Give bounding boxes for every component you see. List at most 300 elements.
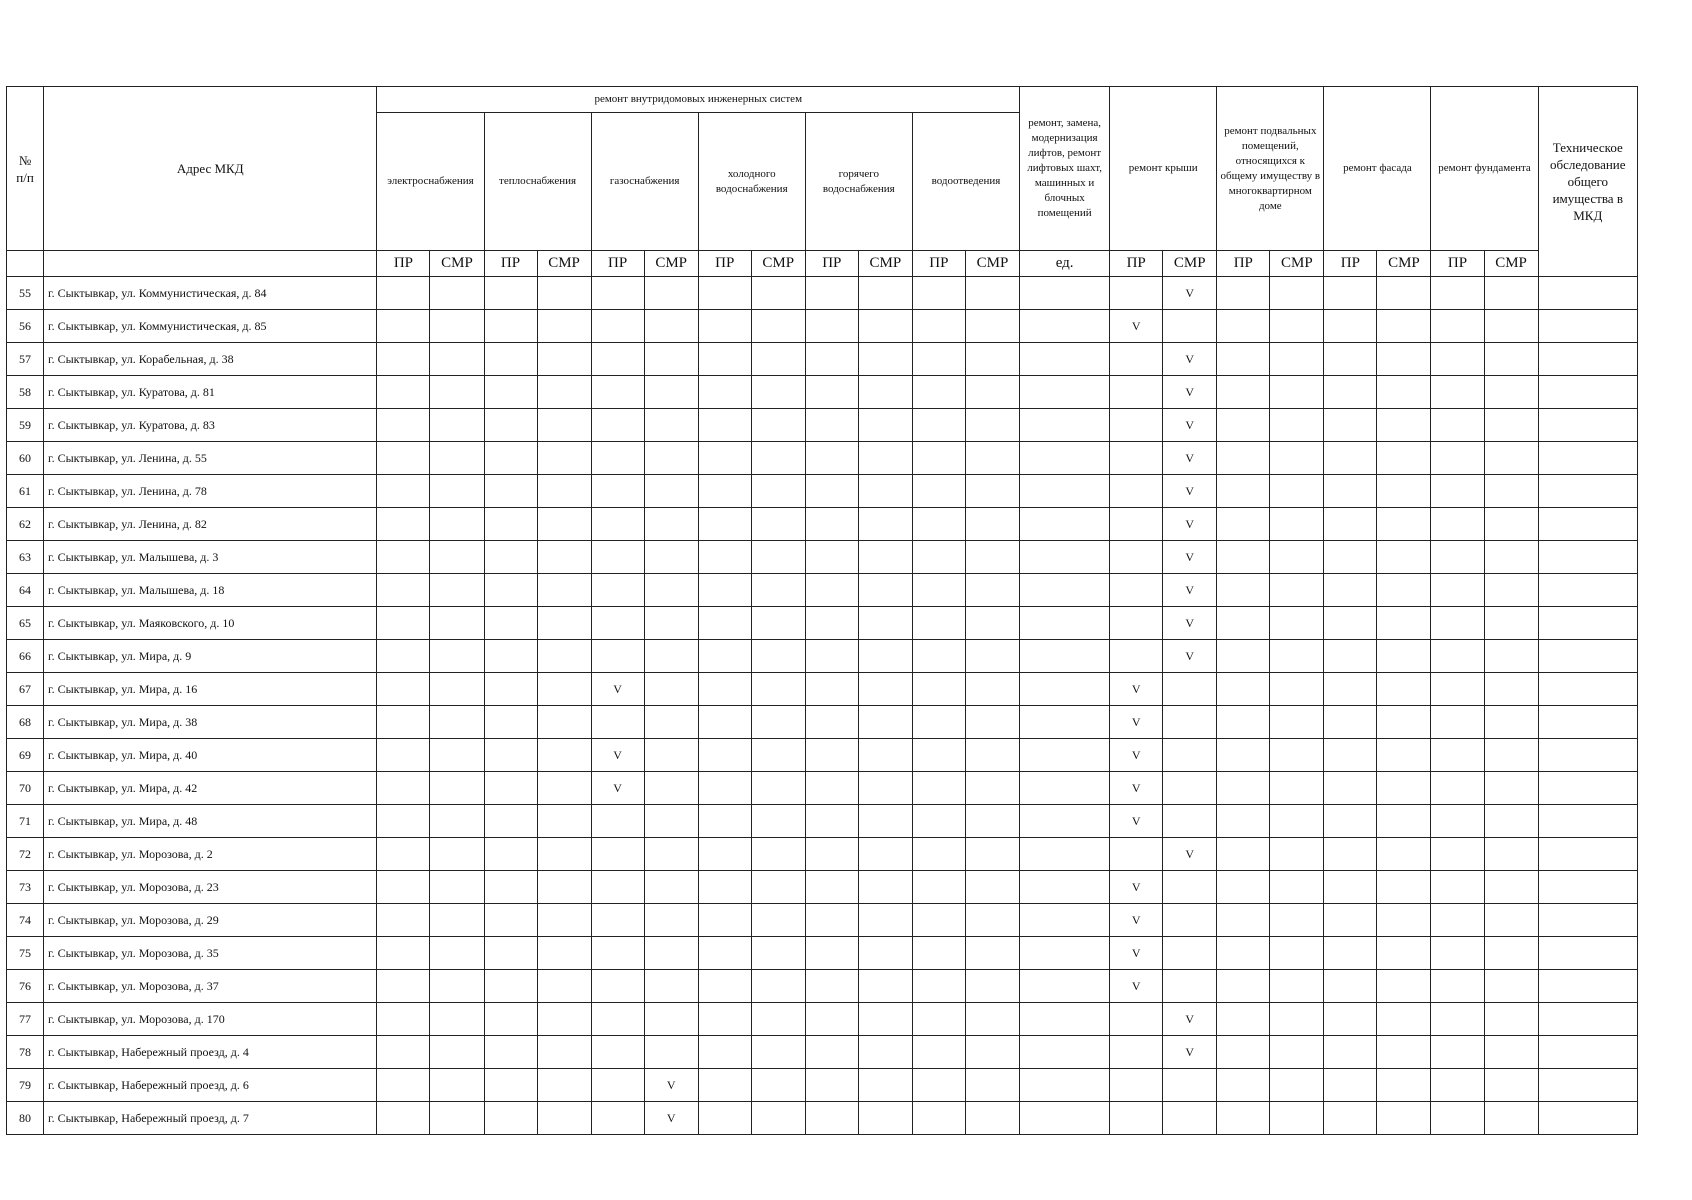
empty-cell	[430, 706, 484, 739]
empty-cell	[1110, 409, 1163, 442]
empty-cell	[1484, 871, 1538, 904]
empty-cell	[1431, 1003, 1484, 1036]
empty-cell	[965, 409, 1019, 442]
table-row	[7, 1003, 1638, 1036]
empty-cell	[965, 277, 1019, 310]
empty-cell	[537, 937, 591, 970]
empty-cell	[1270, 574, 1324, 607]
row-number: 77	[7, 1003, 44, 1036]
empty-cell	[1020, 772, 1110, 805]
empty-cell	[484, 607, 537, 640]
row-number: 79	[7, 1069, 44, 1102]
empty-cell	[1324, 970, 1377, 1003]
empty-cell	[1377, 475, 1431, 508]
subheader-pr: ПР	[1324, 251, 1377, 277]
empty-cell	[591, 937, 644, 970]
empty-cell	[377, 673, 430, 706]
empty-cell	[858, 937, 912, 970]
empty-cell	[751, 904, 805, 937]
subheader-unit: ед.	[1020, 251, 1110, 277]
empty-cell	[912, 772, 965, 805]
check-mark: V	[1163, 409, 1217, 442]
empty-cell	[965, 475, 1019, 508]
empty-cell	[377, 1036, 430, 1069]
empty-cell	[1020, 508, 1110, 541]
empty-cell	[1431, 607, 1484, 640]
row-number: 61	[7, 475, 44, 508]
empty-cell	[805, 1036, 858, 1069]
empty-cell	[377, 310, 430, 343]
empty-cell	[1538, 1069, 1637, 1102]
empty-cell	[751, 310, 805, 343]
table-row	[7, 310, 1638, 343]
empty-cell	[698, 706, 751, 739]
empty-cell	[591, 343, 644, 376]
empty-cell	[484, 706, 537, 739]
empty-cell	[377, 805, 430, 838]
empty-cell	[1377, 1102, 1431, 1135]
empty-cell	[430, 1069, 484, 1102]
empty-cell	[1484, 1102, 1538, 1135]
row-number: 58	[7, 376, 44, 409]
empty-cell	[591, 970, 644, 1003]
empty-cell	[430, 970, 484, 1003]
empty-cell	[965, 1069, 1019, 1102]
empty-cell	[912, 1102, 965, 1135]
empty-cell	[484, 409, 537, 442]
empty-cell	[1217, 310, 1270, 343]
table-row	[7, 442, 1638, 475]
row-number: 67	[7, 673, 44, 706]
table-row	[7, 904, 1638, 937]
empty-cell	[751, 1069, 805, 1102]
table-row	[7, 1036, 1638, 1069]
empty-cell	[591, 376, 644, 409]
empty-cell	[805, 970, 858, 1003]
empty-cell	[805, 541, 858, 574]
empty-cell	[430, 772, 484, 805]
empty-cell	[484, 772, 537, 805]
empty-cell	[430, 673, 484, 706]
empty-cell	[1324, 739, 1377, 772]
row-number: 74	[7, 904, 44, 937]
table-row	[7, 1102, 1638, 1135]
empty-cell	[1538, 607, 1637, 640]
row-number: 72	[7, 838, 44, 871]
empty-cell	[1110, 475, 1163, 508]
empty-cell	[965, 871, 1019, 904]
empty-cell	[644, 541, 698, 574]
row-number: 59	[7, 409, 44, 442]
empty-cell	[644, 310, 698, 343]
empty-cell	[1324, 706, 1377, 739]
empty-cell	[484, 1069, 537, 1102]
col-header-engineering-group: ремонт внутридомовых инженерных систем	[377, 87, 1020, 113]
empty-cell	[377, 871, 430, 904]
empty-cell	[1377, 343, 1431, 376]
empty-cell	[912, 376, 965, 409]
empty-cell	[1431, 838, 1484, 871]
empty-cell	[751, 376, 805, 409]
row-address: г. Сыктывкар, ул. Морозова, д. 2	[44, 838, 377, 871]
empty-cell	[644, 937, 698, 970]
row-address: г. Сыктывкар, ул. Мира, д. 42	[44, 772, 377, 805]
empty-cell	[377, 937, 430, 970]
empty-cell	[1270, 1036, 1324, 1069]
empty-cell	[858, 343, 912, 376]
empty-cell	[1020, 1102, 1110, 1135]
empty-cell	[1324, 310, 1377, 343]
empty-cell	[698, 277, 751, 310]
row-number: 71	[7, 805, 44, 838]
empty-cell	[1484, 574, 1538, 607]
empty-cell	[1538, 772, 1637, 805]
empty-cell	[1020, 937, 1110, 970]
empty-cell	[1377, 805, 1431, 838]
empty-cell	[1377, 706, 1431, 739]
empty-cell	[805, 937, 858, 970]
empty-cell	[965, 607, 1019, 640]
empty-cell	[1020, 310, 1110, 343]
row-number: 73	[7, 871, 44, 904]
empty-cell	[377, 376, 430, 409]
empty-cell	[1217, 772, 1270, 805]
empty-cell	[1020, 1069, 1110, 1102]
empty-cell	[430, 805, 484, 838]
col-header-hot-water: горячего водоснабжения	[805, 113, 912, 251]
empty-cell	[1110, 607, 1163, 640]
empty-cell	[912, 640, 965, 673]
empty-cell	[805, 1069, 858, 1102]
empty-cell	[1163, 310, 1217, 343]
empty-cell	[377, 1003, 430, 1036]
row-number: 70	[7, 772, 44, 805]
empty-cell	[1217, 409, 1270, 442]
empty-cell	[591, 904, 644, 937]
row-address: г. Сыктывкар, ул. Мира, д. 48	[44, 805, 377, 838]
empty-cell	[1020, 277, 1110, 310]
table-row	[7, 640, 1638, 673]
row-address: г. Сыктывкар, ул. Мира, д. 38	[44, 706, 377, 739]
empty-cell	[1538, 640, 1637, 673]
table-row	[7, 739, 1638, 772]
empty-cell	[644, 574, 698, 607]
empty-cell	[484, 574, 537, 607]
empty-cell	[537, 871, 591, 904]
empty-cell	[912, 871, 965, 904]
empty-cell	[484, 1003, 537, 1036]
row-address: г. Сыктывкар, ул. Малышева, д. 18	[44, 574, 377, 607]
check-mark: V	[1110, 937, 1163, 970]
subheader-pr: ПР	[1217, 251, 1270, 277]
empty-cell	[858, 475, 912, 508]
col-header-number: № п/п	[7, 87, 44, 251]
empty-cell	[858, 838, 912, 871]
empty-cell	[537, 640, 591, 673]
empty-cell	[1324, 640, 1377, 673]
empty-cell	[965, 376, 1019, 409]
empty-cell	[591, 508, 644, 541]
empty-cell	[1020, 442, 1110, 475]
empty-cell	[1431, 970, 1484, 1003]
table-row	[7, 343, 1638, 376]
empty-cell	[1217, 475, 1270, 508]
row-address: г. Сыктывкар, ул. Морозова, д. 37	[44, 970, 377, 1003]
row-address: г. Сыктывкар, Набережный проезд, д. 6	[44, 1069, 377, 1102]
empty-cell	[1270, 937, 1324, 970]
empty-cell	[1163, 904, 1217, 937]
empty-cell	[1020, 640, 1110, 673]
empty-cell	[1324, 937, 1377, 970]
empty-cell	[698, 1102, 751, 1135]
empty-cell	[1377, 1069, 1431, 1102]
empty-cell	[1377, 310, 1431, 343]
empty-cell	[377, 970, 430, 1003]
empty-cell	[1324, 1036, 1377, 1069]
empty-cell	[591, 871, 644, 904]
empty-cell	[751, 640, 805, 673]
empty-cell	[644, 409, 698, 442]
empty-cell	[805, 310, 858, 343]
col-header-cold-water: холодного водоснабжения	[698, 113, 805, 251]
empty-cell	[377, 277, 430, 310]
empty-cell	[1217, 607, 1270, 640]
empty-cell	[1538, 1003, 1637, 1036]
empty-cell	[1270, 904, 1324, 937]
empty-cell	[644, 871, 698, 904]
empty-cell	[1217, 673, 1270, 706]
empty-cell	[1217, 343, 1270, 376]
empty-cell	[698, 937, 751, 970]
empty-cell	[805, 508, 858, 541]
empty-cell	[1217, 904, 1270, 937]
empty-cell	[1217, 805, 1270, 838]
empty-cell	[484, 442, 537, 475]
empty-cell	[1270, 343, 1324, 376]
empty-cell	[1020, 574, 1110, 607]
subheader-pr: ПР	[912, 251, 965, 277]
empty-cell	[1431, 904, 1484, 937]
empty-cell	[430, 508, 484, 541]
empty-cell	[1484, 442, 1538, 475]
empty-cell	[484, 838, 537, 871]
empty-cell	[912, 343, 965, 376]
empty-cell	[1538, 310, 1637, 343]
empty-cell	[1217, 739, 1270, 772]
check-mark: V	[1110, 772, 1163, 805]
empty-cell	[1324, 1102, 1377, 1135]
empty-cell	[1431, 772, 1484, 805]
empty-cell	[377, 541, 430, 574]
empty-cell	[377, 574, 430, 607]
empty-cell	[1431, 409, 1484, 442]
table-row	[7, 376, 1638, 409]
empty-cell	[751, 442, 805, 475]
table-row	[7, 1069, 1638, 1102]
empty-cell	[1377, 607, 1431, 640]
empty-cell	[1020, 607, 1110, 640]
empty-cell	[1377, 442, 1431, 475]
empty-cell	[484, 904, 537, 937]
empty-cell	[1217, 277, 1270, 310]
empty-cell	[805, 607, 858, 640]
empty-cell	[805, 706, 858, 739]
empty-cell	[1110, 376, 1163, 409]
empty-cell	[1270, 310, 1324, 343]
check-mark: V	[1163, 1036, 1217, 1069]
empty-cell	[912, 1069, 965, 1102]
empty-cell	[430, 277, 484, 310]
empty-cell	[1538, 343, 1637, 376]
empty-cell	[377, 607, 430, 640]
empty-cell	[751, 277, 805, 310]
subheader-pr: ПР	[805, 251, 858, 277]
col-header-drainage: водоотведения	[912, 113, 1019, 251]
subheader-smr: СМР	[1163, 251, 1217, 277]
empty-cell	[1431, 1102, 1484, 1135]
empty-cell	[1270, 442, 1324, 475]
row-address: г. Сыктывкар, ул. Ленина, д. 55	[44, 442, 377, 475]
empty-cell	[1538, 409, 1637, 442]
empty-cell	[1431, 343, 1484, 376]
check-mark: V	[644, 1069, 698, 1102]
empty-cell	[430, 1003, 484, 1036]
empty-cell	[484, 508, 537, 541]
empty-cell	[698, 838, 751, 871]
empty-cell	[430, 1036, 484, 1069]
empty-cell	[805, 409, 858, 442]
empty-cell	[751, 970, 805, 1003]
empty-cell	[1163, 706, 1217, 739]
empty-cell	[1538, 376, 1637, 409]
table-row	[7, 838, 1638, 871]
empty-cell	[1484, 706, 1538, 739]
empty-cell	[1324, 508, 1377, 541]
row-address: г. Сыктывкар, ул. Ленина, д. 82	[44, 508, 377, 541]
check-mark: V	[1163, 442, 1217, 475]
empty-cell	[484, 805, 537, 838]
empty-cell	[484, 343, 537, 376]
empty-cell	[591, 706, 644, 739]
empty-cell	[377, 772, 430, 805]
check-mark: V	[1163, 607, 1217, 640]
empty-cell	[751, 1102, 805, 1135]
col-header-survey: Техническое обследование общего имущества в МКД	[1538, 87, 1637, 277]
row-number: 75	[7, 937, 44, 970]
empty-cell	[858, 1069, 912, 1102]
empty-cell	[1484, 1069, 1538, 1102]
empty-cell	[644, 475, 698, 508]
empty-cell	[1110, 1102, 1163, 1135]
empty-cell	[1110, 343, 1163, 376]
empty-cell	[858, 1036, 912, 1069]
empty-cell	[1538, 904, 1637, 937]
empty-cell	[377, 1069, 430, 1102]
empty-cell	[1538, 277, 1637, 310]
empty-cell	[537, 574, 591, 607]
empty-cell	[1020, 904, 1110, 937]
empty-cell	[912, 1036, 965, 1069]
empty-cell	[1538, 541, 1637, 574]
empty-cell	[484, 640, 537, 673]
empty-cell	[751, 739, 805, 772]
empty-cell	[1270, 640, 1324, 673]
empty-cell	[537, 310, 591, 343]
empty-cell	[1431, 937, 1484, 970]
empty-cell	[1324, 409, 1377, 442]
empty-cell	[484, 970, 537, 1003]
empty-cell	[1538, 508, 1637, 541]
empty-cell	[1270, 277, 1324, 310]
empty-cell	[1484, 772, 1538, 805]
empty-cell	[858, 739, 912, 772]
empty-cell	[965, 1102, 1019, 1135]
table-body	[7, 277, 1638, 1135]
empty-cell	[698, 343, 751, 376]
empty-cell	[591, 475, 644, 508]
empty-cell	[1431, 574, 1484, 607]
row-address: г. Сыктывкар, ул. Мира, д. 40	[44, 739, 377, 772]
empty-cell	[484, 1102, 537, 1135]
empty-cell	[858, 574, 912, 607]
empty-cell	[1020, 541, 1110, 574]
empty-cell	[537, 1102, 591, 1135]
empty-cell	[377, 475, 430, 508]
empty-cell	[1324, 772, 1377, 805]
empty-cell	[644, 607, 698, 640]
col-header-electricity: электроснабжения	[377, 113, 484, 251]
empty-cell	[1324, 607, 1377, 640]
empty-cell	[698, 442, 751, 475]
table-row	[7, 871, 1638, 904]
empty-cell	[912, 475, 965, 508]
table-row	[7, 937, 1638, 970]
empty-cell	[377, 640, 430, 673]
empty-cell	[858, 442, 912, 475]
empty-cell	[1110, 442, 1163, 475]
empty-cell	[644, 970, 698, 1003]
empty-cell	[1431, 1069, 1484, 1102]
empty-cell	[912, 277, 965, 310]
empty-cell	[1324, 442, 1377, 475]
empty-cell	[751, 1036, 805, 1069]
empty-cell	[805, 376, 858, 409]
empty-cell	[751, 1003, 805, 1036]
empty-cell	[537, 739, 591, 772]
table-row	[7, 574, 1638, 607]
col-header-gas: газоснабжения	[591, 113, 698, 251]
empty-cell	[912, 1003, 965, 1036]
empty-cell	[537, 607, 591, 640]
empty-cell	[644, 739, 698, 772]
subheader-smr: СМР	[751, 251, 805, 277]
empty-cell	[1324, 673, 1377, 706]
empty-cell	[1270, 1003, 1324, 1036]
row-number: 62	[7, 508, 44, 541]
row-number: 80	[7, 1102, 44, 1135]
empty-cell	[1431, 640, 1484, 673]
empty-cell	[1163, 805, 1217, 838]
empty-cell	[537, 805, 591, 838]
subheader-pr: ПР	[1110, 251, 1163, 277]
empty-cell	[591, 1003, 644, 1036]
empty-cell	[751, 574, 805, 607]
empty-cell	[1431, 871, 1484, 904]
empty-cell	[430, 343, 484, 376]
table-row	[7, 409, 1638, 442]
subheader-pr: ПР	[377, 251, 430, 277]
row-address: г. Сыктывкар, ул. Ленина, д. 78	[44, 475, 377, 508]
